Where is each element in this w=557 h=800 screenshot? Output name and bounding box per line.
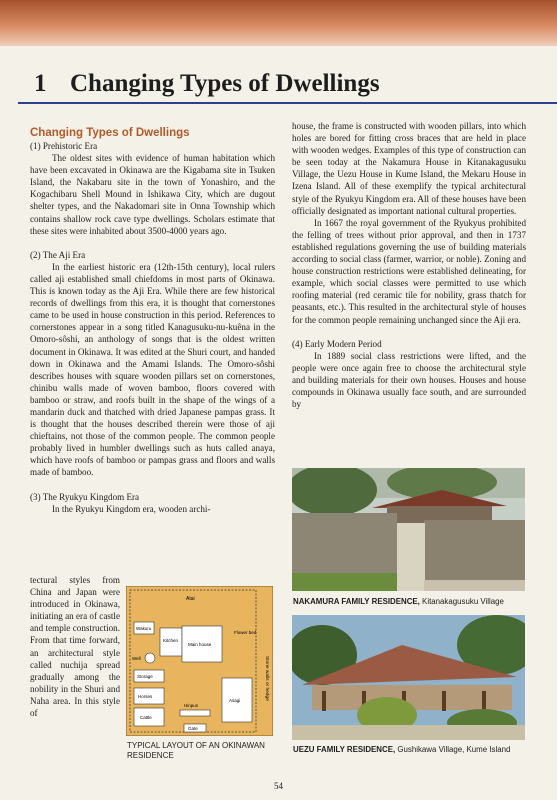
label-horses: Horses [138, 694, 153, 699]
label-asagi: Asagi [229, 698, 241, 703]
label-main-house: Main house [188, 642, 212, 647]
kingdom-era-wrapped-text: tectural styles from China and Japan were introduced in Okinawa, initiating an era of castle and temple construction. From that time forward, an architectural style called nuchija spread gradually among the nobility in the Shuri and Naha area. In this style of [30, 575, 120, 719]
aji-era-paragraph: In the earliest historic era (12th-15th century), local rulers called aji established small chiefdoms in most parts of Okinawa. This is known today as the Aji Era. While there are few historical records of dwellings from this era, it is thought that cornerstones came to be used in house construction in this period. References to cornerstones appear in a song titled Kanagusuku-nu-kuêna in the Omoro-sôshi, an anthology of songs that is the oldest written document in Okinawa. It was edited at the Shuri court, and handed down in Okinawa and the Amami Islands. The Omoro-sôshi describes houses with square wooden pillars set on cornerstones, chinibu walls made of woven bamboo, floors covered with bamboo or straw, and roofs built in the shape of the wings of a mandarin duck and thatched with dried Japanese pampas grass. It is thought that the houses described therein were those of aji chieftains, not those of the common people. The common people probably lived in humbler dwellings such as huts called anaya, which have roofs of bamboo or pampas grass and floors and walls made of bamboo. [30, 261, 275, 478]
label-cattle: Cattle [140, 715, 152, 720]
chapter-title: Changing Types of Dwellings [70, 70, 380, 97]
header-band [0, 0, 557, 46]
modern-period-title: (4) Early Modern Period [292, 338, 382, 349]
label-wakuru: Wakuru [136, 626, 152, 631]
label-flower-bed: Flower bed [234, 630, 257, 635]
nakamura-residence-photo [292, 468, 525, 591]
kingdom-era-continued: house, the frame is constructed with wooden pillars, into which holes are bored for fitting cross braces that are held in place with wooden wedges. Examples of this type of construction can be seen today at the Nakamura House in Kitanakagusuku Village, the Uezu House in Kume Island, the Mekaru House in Izena Island. All of these exemplify the typical architectural style of the Ryukyu Kingdom era. All of these houses have been officially designated as important national cultural properties. [292, 121, 526, 216]
modern-period-paragraph: In 1889 social class restrictions were lifted, and the people were once again free to choose the architectural style and building materials for their own houses. Houses and house compounds in Okinawa usually face south, and are surrounded by [292, 350, 526, 410]
label-hinpun: Hinpun [184, 703, 199, 708]
uezu-photo-caption: UEZU FAMILY RESIDENCE, Gushikawa Village, Kume Island [293, 745, 511, 754]
label-storage: Storage [137, 674, 153, 679]
uezu-residence-photo [292, 615, 525, 740]
section-heading: Changing Types of Dwellings [30, 127, 190, 139]
kingdom-era-title: (3) The Ryukyu Kingdom Era [30, 491, 140, 502]
label-kitchen: Kitchen [163, 638, 179, 643]
residence-layout-diagram [126, 586, 273, 736]
aji-era-title: (2) The Aji Era [30, 249, 86, 260]
building-regulations-paragraph: In 1667 the royal government of the Ryukyus prohibited the felling of trees without prior approval, and then in 1737 established regulations governing the use of building materials according to social class (farmer, warrior, or noble). Zoning and house construction restrictions were established delineating, for example, which social classes were permitted to use which roofing material (red ceramic tile for nobility, grass thatch for peasants, etc.). This resulted in the architectural style of houses for the common people remaining unchanged since the Aji era. [292, 217, 526, 325]
prehistoric-era-title: (1) Prehistoric Era [30, 141, 98, 151]
prehistoric-era-paragraph: The oldest sites with evidence of human habitation which have been excavated in Okinawa are the Kigabama site in Tsuken Island, the Nakabaru site in the town of Yonashiro, and the Kogachibaru Shell Mound in Ishikawa City, which are dugout shelter types, and the Nakadomari site in Onna Township which contains shallow rock cave type dwellings. Scholars estimate that these sites were inhabited about 3500-4000 years ago. [30, 153, 275, 236]
kingdom-era-lead: In the Ryukyu Kingdom era, wooden archi- [52, 503, 211, 514]
nakamura-photo-caption: NAKAMURA FAMILY RESIDENCE, Kitanakagusuku Village [293, 597, 504, 606]
label-atai: Atai [186, 596, 195, 602]
page-number: 54 [274, 781, 283, 791]
well-symbol [145, 653, 155, 663]
label-stone-wall: Stone walls or hedge [264, 656, 269, 701]
chapter-number: 1 [34, 70, 47, 97]
hinpun-screen [180, 710, 210, 716]
right-column [292, 120, 526, 410]
diagram-caption: TYPICAL LAYOUT OF AN OKINAWAN RESIDENCE [127, 741, 265, 760]
label-gate: Gate [188, 726, 198, 731]
left-column [30, 126, 275, 515]
label-well: Well [132, 656, 141, 661]
title-rule [18, 102, 557, 104]
